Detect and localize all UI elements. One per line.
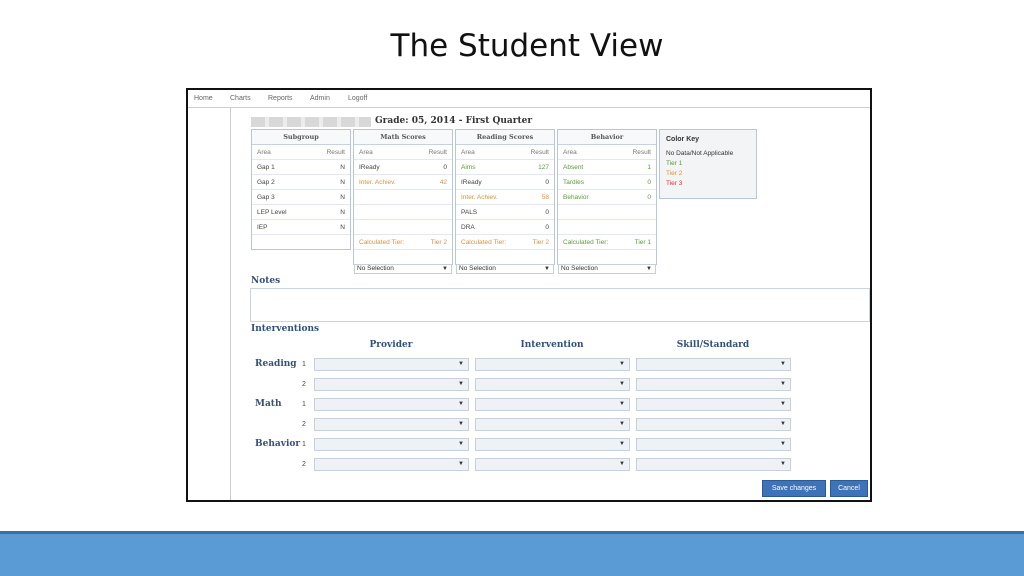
table-row bbox=[252, 175, 350, 190]
cell-area: Inter. Achiev. bbox=[359, 179, 396, 186]
calculated-tier-row bbox=[354, 235, 452, 250]
row-number: 2 bbox=[302, 421, 306, 428]
chevron-down-icon: ▼ bbox=[619, 381, 625, 387]
table-row bbox=[354, 190, 452, 205]
behavior-2-intervention-select[interactable] bbox=[475, 458, 630, 471]
menu-item-admin[interactable]: Admin bbox=[310, 95, 330, 102]
table-row bbox=[456, 175, 554, 190]
chevron-down-icon: ▼ bbox=[780, 361, 786, 367]
cell-area: Absent bbox=[563, 164, 584, 171]
slide-title: The Student View bbox=[390, 28, 664, 64]
table-row bbox=[252, 220, 350, 235]
cell-area: IEP bbox=[257, 224, 268, 231]
table-row bbox=[558, 175, 656, 190]
chevron-down-icon: ▼ bbox=[458, 381, 464, 387]
column-header-area: Area bbox=[461, 149, 475, 156]
color-key-no-data: No Data/Not Applicable bbox=[666, 150, 734, 157]
chevron-down-icon: ▼ bbox=[442, 266, 448, 272]
menu-item-logoff[interactable]: Logoff bbox=[348, 95, 368, 102]
cell-result: 0 bbox=[443, 164, 447, 171]
interventions-title: Interventions bbox=[251, 324, 320, 334]
group-label-math: Math bbox=[255, 399, 282, 409]
calculated-tier-label: Calculated Tier: bbox=[563, 239, 609, 246]
calculated-tier-value: Tier 2 bbox=[430, 239, 447, 246]
calculated-tier-row bbox=[456, 235, 554, 250]
cell-area: LEP Level bbox=[257, 209, 287, 216]
math-scores-table bbox=[353, 129, 453, 265]
select-value: No Selection bbox=[561, 265, 598, 272]
cell-area: Behavior bbox=[563, 194, 589, 201]
table-row bbox=[252, 160, 350, 175]
chevron-down-icon: ▼ bbox=[458, 361, 464, 367]
footer-band bbox=[0, 531, 1024, 576]
row-number: 1 bbox=[302, 361, 306, 368]
chevron-down-icon: ▼ bbox=[619, 361, 625, 367]
cell-area: Gap 1 bbox=[257, 164, 275, 171]
content-divider bbox=[230, 108, 231, 500]
table-row bbox=[252, 190, 350, 205]
behavior-1-intervention-select[interactable] bbox=[475, 438, 630, 451]
color-key bbox=[659, 129, 757, 199]
cell-result: 0 bbox=[647, 179, 651, 186]
cell-result: N bbox=[340, 179, 345, 186]
menu-bar bbox=[188, 90, 870, 108]
reading-2-skill-select[interactable] bbox=[636, 378, 791, 391]
table-row bbox=[354, 220, 452, 235]
cell-area: Tardies bbox=[563, 179, 584, 186]
chevron-down-icon: ▼ bbox=[619, 461, 625, 467]
column-header-skill-standard: Skill/Standard bbox=[676, 340, 750, 350]
cell-result: 0 bbox=[647, 194, 651, 201]
table-row bbox=[354, 175, 452, 190]
table-header-row bbox=[252, 145, 350, 160]
chevron-down-icon: ▼ bbox=[646, 266, 652, 272]
cell-result: 0 bbox=[545, 209, 549, 216]
chevron-down-icon: ▼ bbox=[458, 441, 464, 447]
group-label-behavior: Behavior bbox=[255, 439, 301, 449]
grade-label: Grade: 05, 2014 - First Quarter bbox=[375, 116, 533, 126]
grade-header bbox=[251, 116, 533, 128]
column-header-result: Result bbox=[632, 149, 651, 156]
math-scores-title: Math Scores bbox=[354, 130, 452, 145]
row-number: 2 bbox=[302, 381, 306, 388]
row-number: 2 bbox=[302, 461, 306, 468]
math-2-skill-select[interactable] bbox=[636, 418, 791, 431]
reading-scores-table bbox=[455, 129, 555, 265]
math-1-provider-select[interactable] bbox=[314, 398, 469, 411]
behavior-tier-select[interactable] bbox=[558, 264, 656, 274]
app-screenshot bbox=[186, 88, 872, 502]
table-row bbox=[456, 160, 554, 175]
table-row bbox=[558, 160, 656, 175]
column-header-result: Result bbox=[326, 149, 345, 156]
notes-field[interactable] bbox=[250, 288, 870, 322]
table-row bbox=[354, 205, 452, 220]
chevron-down-icon: ▼ bbox=[780, 461, 786, 467]
menu-item-charts[interactable]: Charts bbox=[230, 95, 251, 102]
color-key-tier-2: Tier 2 bbox=[666, 170, 683, 177]
chevron-down-icon: ▼ bbox=[619, 441, 625, 447]
table-header-row bbox=[354, 145, 452, 160]
reading-tier-select[interactable] bbox=[456, 264, 554, 274]
cell-area: PALS bbox=[461, 209, 478, 216]
notes-title: Notes bbox=[251, 276, 281, 286]
column-header-result: Result bbox=[428, 149, 447, 156]
chevron-down-icon: ▼ bbox=[780, 401, 786, 407]
table-row bbox=[354, 160, 452, 175]
behavior-2-skill-select[interactable] bbox=[636, 458, 791, 471]
reading-1-provider-select[interactable] bbox=[314, 358, 469, 371]
select-value: No Selection bbox=[357, 265, 394, 272]
cell-result: 0 bbox=[545, 224, 549, 231]
table-header-row bbox=[456, 145, 554, 160]
math-2-intervention-select[interactable] bbox=[475, 418, 630, 431]
column-header-area: Area bbox=[563, 149, 577, 156]
row-number: 1 bbox=[302, 441, 306, 448]
color-key-title: Color Key bbox=[666, 136, 700, 143]
math-1-skill-select[interactable] bbox=[636, 398, 791, 411]
chevron-down-icon: ▼ bbox=[458, 401, 464, 407]
chevron-down-icon: ▼ bbox=[780, 381, 786, 387]
save-changes-button[interactable]: Save changes bbox=[762, 480, 826, 497]
cell-area: Gap 2 bbox=[257, 179, 275, 186]
reading-2-intervention-select[interactable] bbox=[475, 378, 630, 391]
behavior-table bbox=[557, 129, 657, 265]
cancel-button[interactable]: Cancel bbox=[830, 480, 868, 497]
select-value: No Selection bbox=[459, 265, 496, 272]
table-row bbox=[252, 205, 350, 220]
table-header-row bbox=[558, 145, 656, 160]
reading-1-skill-select[interactable] bbox=[636, 358, 791, 371]
cell-result: N bbox=[340, 209, 345, 216]
behavior-title: Behavior bbox=[558, 130, 656, 145]
cell-result: N bbox=[340, 224, 345, 231]
cell-area: DRA bbox=[461, 224, 475, 231]
cell-area: IReady bbox=[461, 179, 482, 186]
chevron-down-icon: ▼ bbox=[544, 266, 550, 272]
cell-result: 0 bbox=[545, 179, 549, 186]
chevron-down-icon: ▼ bbox=[780, 441, 786, 447]
row-number: 1 bbox=[302, 401, 306, 408]
table-row bbox=[456, 220, 554, 235]
math-2-provider-select[interactable] bbox=[314, 418, 469, 431]
menu-item-reports[interactable]: Reports bbox=[268, 95, 293, 102]
cell-area: IReady bbox=[359, 164, 380, 171]
column-header-provider: Provider bbox=[369, 340, 413, 350]
calculated-tier-label: Calculated Tier: bbox=[359, 239, 405, 246]
math-1-intervention-select[interactable] bbox=[475, 398, 630, 411]
chevron-down-icon: ▼ bbox=[619, 421, 625, 427]
cell-result: N bbox=[340, 194, 345, 201]
chevron-down-icon: ▼ bbox=[458, 421, 464, 427]
behavior-1-skill-select[interactable] bbox=[636, 438, 791, 451]
color-key-tier-3: Tier 3 bbox=[666, 180, 683, 187]
calculated-tier-label: Calculated Tier: bbox=[461, 239, 507, 246]
column-header-area: Area bbox=[257, 149, 271, 156]
cell-area: Aims bbox=[461, 164, 476, 171]
column-header-intervention: Intervention bbox=[520, 340, 584, 350]
column-header-area: Area bbox=[359, 149, 373, 156]
column-header-result: Result bbox=[530, 149, 549, 156]
math-tier-select[interactable] bbox=[354, 264, 452, 274]
cell-result: N bbox=[340, 164, 345, 171]
behavior-2-provider-select[interactable] bbox=[314, 458, 469, 471]
cell-result: 42 bbox=[439, 179, 447, 186]
reading-2-provider-select[interactable] bbox=[314, 378, 469, 391]
table-row bbox=[558, 220, 656, 235]
table-row bbox=[456, 190, 554, 205]
cell-result: 1 bbox=[647, 164, 651, 171]
cell-result: 127 bbox=[538, 164, 549, 171]
color-key-tier-1: Tier 1 bbox=[666, 160, 683, 167]
chevron-down-icon: ▼ bbox=[458, 461, 464, 467]
reading-scores-title: Reading Scores bbox=[456, 130, 554, 145]
behavior-1-provider-select[interactable] bbox=[314, 438, 469, 451]
table-row bbox=[558, 205, 656, 220]
subgroup-title: Subgroup bbox=[252, 130, 350, 145]
subgroup-table bbox=[251, 129, 351, 250]
chevron-down-icon: ▼ bbox=[619, 401, 625, 407]
cell-area: Inter. Achiev. bbox=[461, 194, 498, 201]
cell-area: Gap 3 bbox=[257, 194, 275, 201]
group-label-reading: Reading bbox=[255, 359, 297, 369]
calculated-tier-value: Tier 2 bbox=[532, 239, 549, 246]
redacted-student-name bbox=[251, 117, 371, 127]
table-row bbox=[456, 205, 554, 220]
chevron-down-icon: ▼ bbox=[780, 421, 786, 427]
calculated-tier-value: Tier 1 bbox=[634, 239, 651, 246]
reading-1-intervention-select[interactable] bbox=[475, 358, 630, 371]
calculated-tier-row bbox=[558, 235, 656, 250]
cell-result: 58 bbox=[541, 194, 549, 201]
menu-item-home[interactable]: Home bbox=[194, 95, 213, 102]
table-row bbox=[558, 190, 656, 205]
